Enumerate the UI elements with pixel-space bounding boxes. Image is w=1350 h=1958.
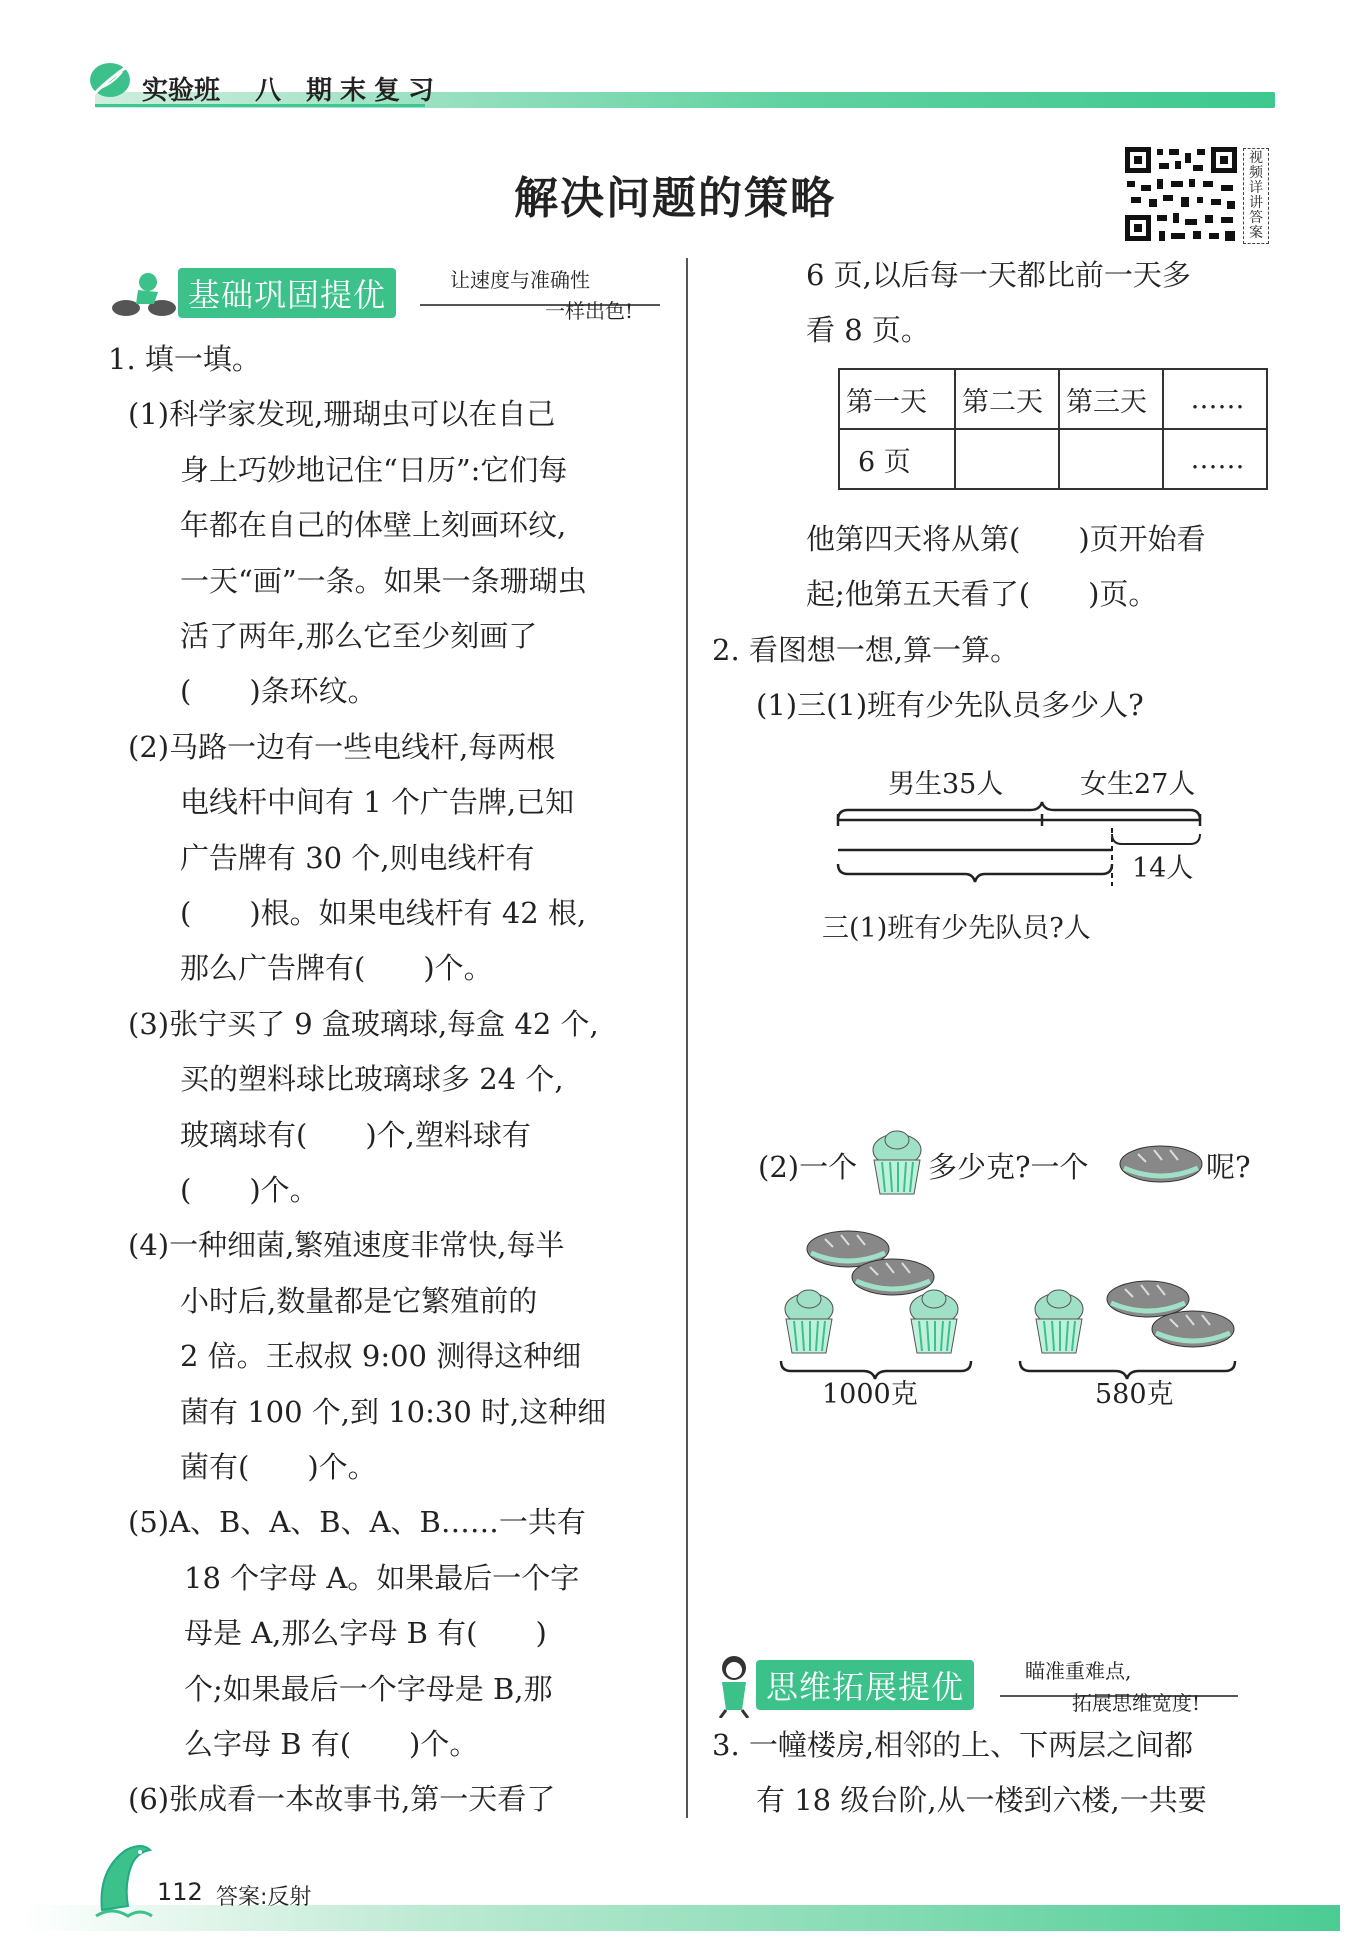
table-cell bbox=[955, 429, 1059, 489]
diagram-boys-label: 男生35人 bbox=[888, 769, 1004, 800]
table-cell: 6 页 bbox=[839, 429, 955, 489]
text-line: 起;他第五天看了( )页。 bbox=[806, 577, 1158, 612]
reading-table bbox=[838, 368, 1268, 490]
leaf-logo-icon bbox=[88, 58, 134, 100]
food-groups-illustration bbox=[775, 1225, 1255, 1385]
text-line: (6)张成看一本故事书,第一天看了 bbox=[128, 1782, 556, 1817]
text-line: 电线杆中间有 1 个广告牌,已知 bbox=[180, 785, 575, 820]
diagram-diff-label: 14人 bbox=[1132, 853, 1194, 884]
text-line: 看 8 页。 bbox=[806, 313, 930, 348]
text-line: 一天“画”一条。如果一条珊瑚虫 bbox=[180, 563, 587, 598]
section2-motto-1: 瞄准重难点, bbox=[1025, 1659, 1132, 1683]
table-header-cell: 第二天 bbox=[955, 369, 1059, 429]
text-line: ( )个。 bbox=[180, 1173, 319, 1207]
text-line: 1. 填一填。 bbox=[108, 342, 261, 376]
diagram-total-label: 三(1)班有少先队员?人 bbox=[822, 913, 1091, 944]
table-cell: …… bbox=[1163, 429, 1267, 489]
right-weight-label: 580克 bbox=[1095, 1379, 1174, 1410]
text-line: (3)张宁买了 9 盒玻璃球,每盒 42 个, bbox=[128, 1006, 599, 1041]
section-badge-thinking: 思维拓展提优 bbox=[756, 1660, 974, 1710]
section1-motto-1: 让速度与准确性 bbox=[450, 268, 590, 292]
text-line: 么字母 B 有( )个。 bbox=[184, 1727, 479, 1761]
text-line: 身上巧妙地记住“日历”:它们每 bbox=[180, 452, 568, 487]
text-line: 菌有( )个。 bbox=[180, 1450, 377, 1484]
text-line: 那么广告牌有( )个。 bbox=[180, 951, 493, 986]
bread-icon bbox=[1118, 1140, 1204, 1186]
section-badge-basic: 基础巩固提优 bbox=[178, 268, 396, 318]
column-divider bbox=[686, 258, 688, 1818]
page-number: 112 bbox=[157, 1878, 203, 1906]
chapter-label: 八 期末复习 bbox=[255, 76, 443, 106]
text-line: 广告牌有 30 个,则电线杆有 bbox=[180, 840, 535, 875]
text-line: 6 页,以后每一天都比前一天多 bbox=[806, 258, 1191, 292]
diagram-girls-label: 女生27人 bbox=[1080, 769, 1196, 800]
text-line: 活了两年,那么它至少刻画了 bbox=[180, 619, 538, 653]
text-line: 2 倍。王叔叔 9:00 测得这种细 bbox=[180, 1339, 582, 1374]
text-line: (4)一种细菌,繁殖速度非常快,每半 bbox=[128, 1228, 565, 1263]
left-weight-label: 1000克 bbox=[822, 1379, 918, 1410]
text-line: ( )条环纹。 bbox=[180, 674, 377, 709]
text-line: 小时后,数量都是它繁殖前的 bbox=[180, 1283, 538, 1318]
text-line: 玻璃球有( )个,塑料球有 bbox=[180, 1117, 531, 1152]
q2-text-a: (2)一个 bbox=[758, 1150, 858, 1184]
text-line: (1)科学家发现,珊瑚虫可以在自己 bbox=[128, 397, 556, 432]
text-line: (5)A、B、A、B、A、B……一共有 bbox=[128, 1505, 586, 1540]
table-header-cell: 第三天 bbox=[1059, 369, 1163, 429]
text-line: 母是 A,那么字母 B 有( ) bbox=[184, 1616, 547, 1651]
table-cell bbox=[1059, 429, 1163, 489]
text-line: ( )根。如果电线杆有 42 根, bbox=[180, 896, 587, 930]
page-title: 解决问题的策略 bbox=[514, 173, 836, 224]
table-header-cell: …… bbox=[1163, 369, 1267, 429]
text-line: 有 18 级台阶,从一楼到六楼,一共要 bbox=[756, 1783, 1207, 1818]
text-line: 18 个字母 A。如果最后一个字 bbox=[184, 1560, 580, 1595]
series-label: 实验班 bbox=[142, 76, 221, 106]
qr-code-icon bbox=[1123, 145, 1241, 245]
cupcake-icon bbox=[868, 1128, 926, 1198]
text-line: 菌有 100 个,到 10:30 时,这种细 bbox=[180, 1394, 607, 1429]
q2-text-b: 多少克?一个 bbox=[928, 1150, 1089, 1184]
dolphin-icon bbox=[92, 1840, 158, 1920]
cyclist-icon bbox=[108, 268, 180, 320]
text-line: 2. 看图想一想,算一算。 bbox=[712, 632, 1020, 667]
text-line: 买的塑料球比玻璃球多 24 个, bbox=[180, 1062, 564, 1097]
text-line: (1)三(1)班有少先队员多少人? bbox=[756, 688, 1144, 723]
text-line: 他第四天将从第( )页开始看 bbox=[806, 522, 1206, 556]
answer-hint: 答案:反射 bbox=[216, 1885, 312, 1910]
text-line: 个;如果最后一个字母是 B,那 bbox=[184, 1671, 553, 1706]
scholar-icon bbox=[710, 1652, 758, 1718]
table-header-cell: 第一天 bbox=[839, 369, 955, 429]
q2-text-c: 呢? bbox=[1206, 1150, 1251, 1184]
qr-side-label: 视频详讲答案 bbox=[1243, 148, 1269, 244]
section2-motto-2: 拓展思维宽度! bbox=[1072, 1691, 1201, 1715]
text-line: (2)马路一边有一些电线杆,每两根 bbox=[128, 729, 556, 764]
text-line: 年都在自己的体壁上刻画环纹, bbox=[180, 508, 567, 543]
text-line: 3. 一幢楼房,相邻的上、下两层之间都 bbox=[712, 1728, 1194, 1762]
section1-motto-2: 一样出色! bbox=[545, 299, 634, 323]
